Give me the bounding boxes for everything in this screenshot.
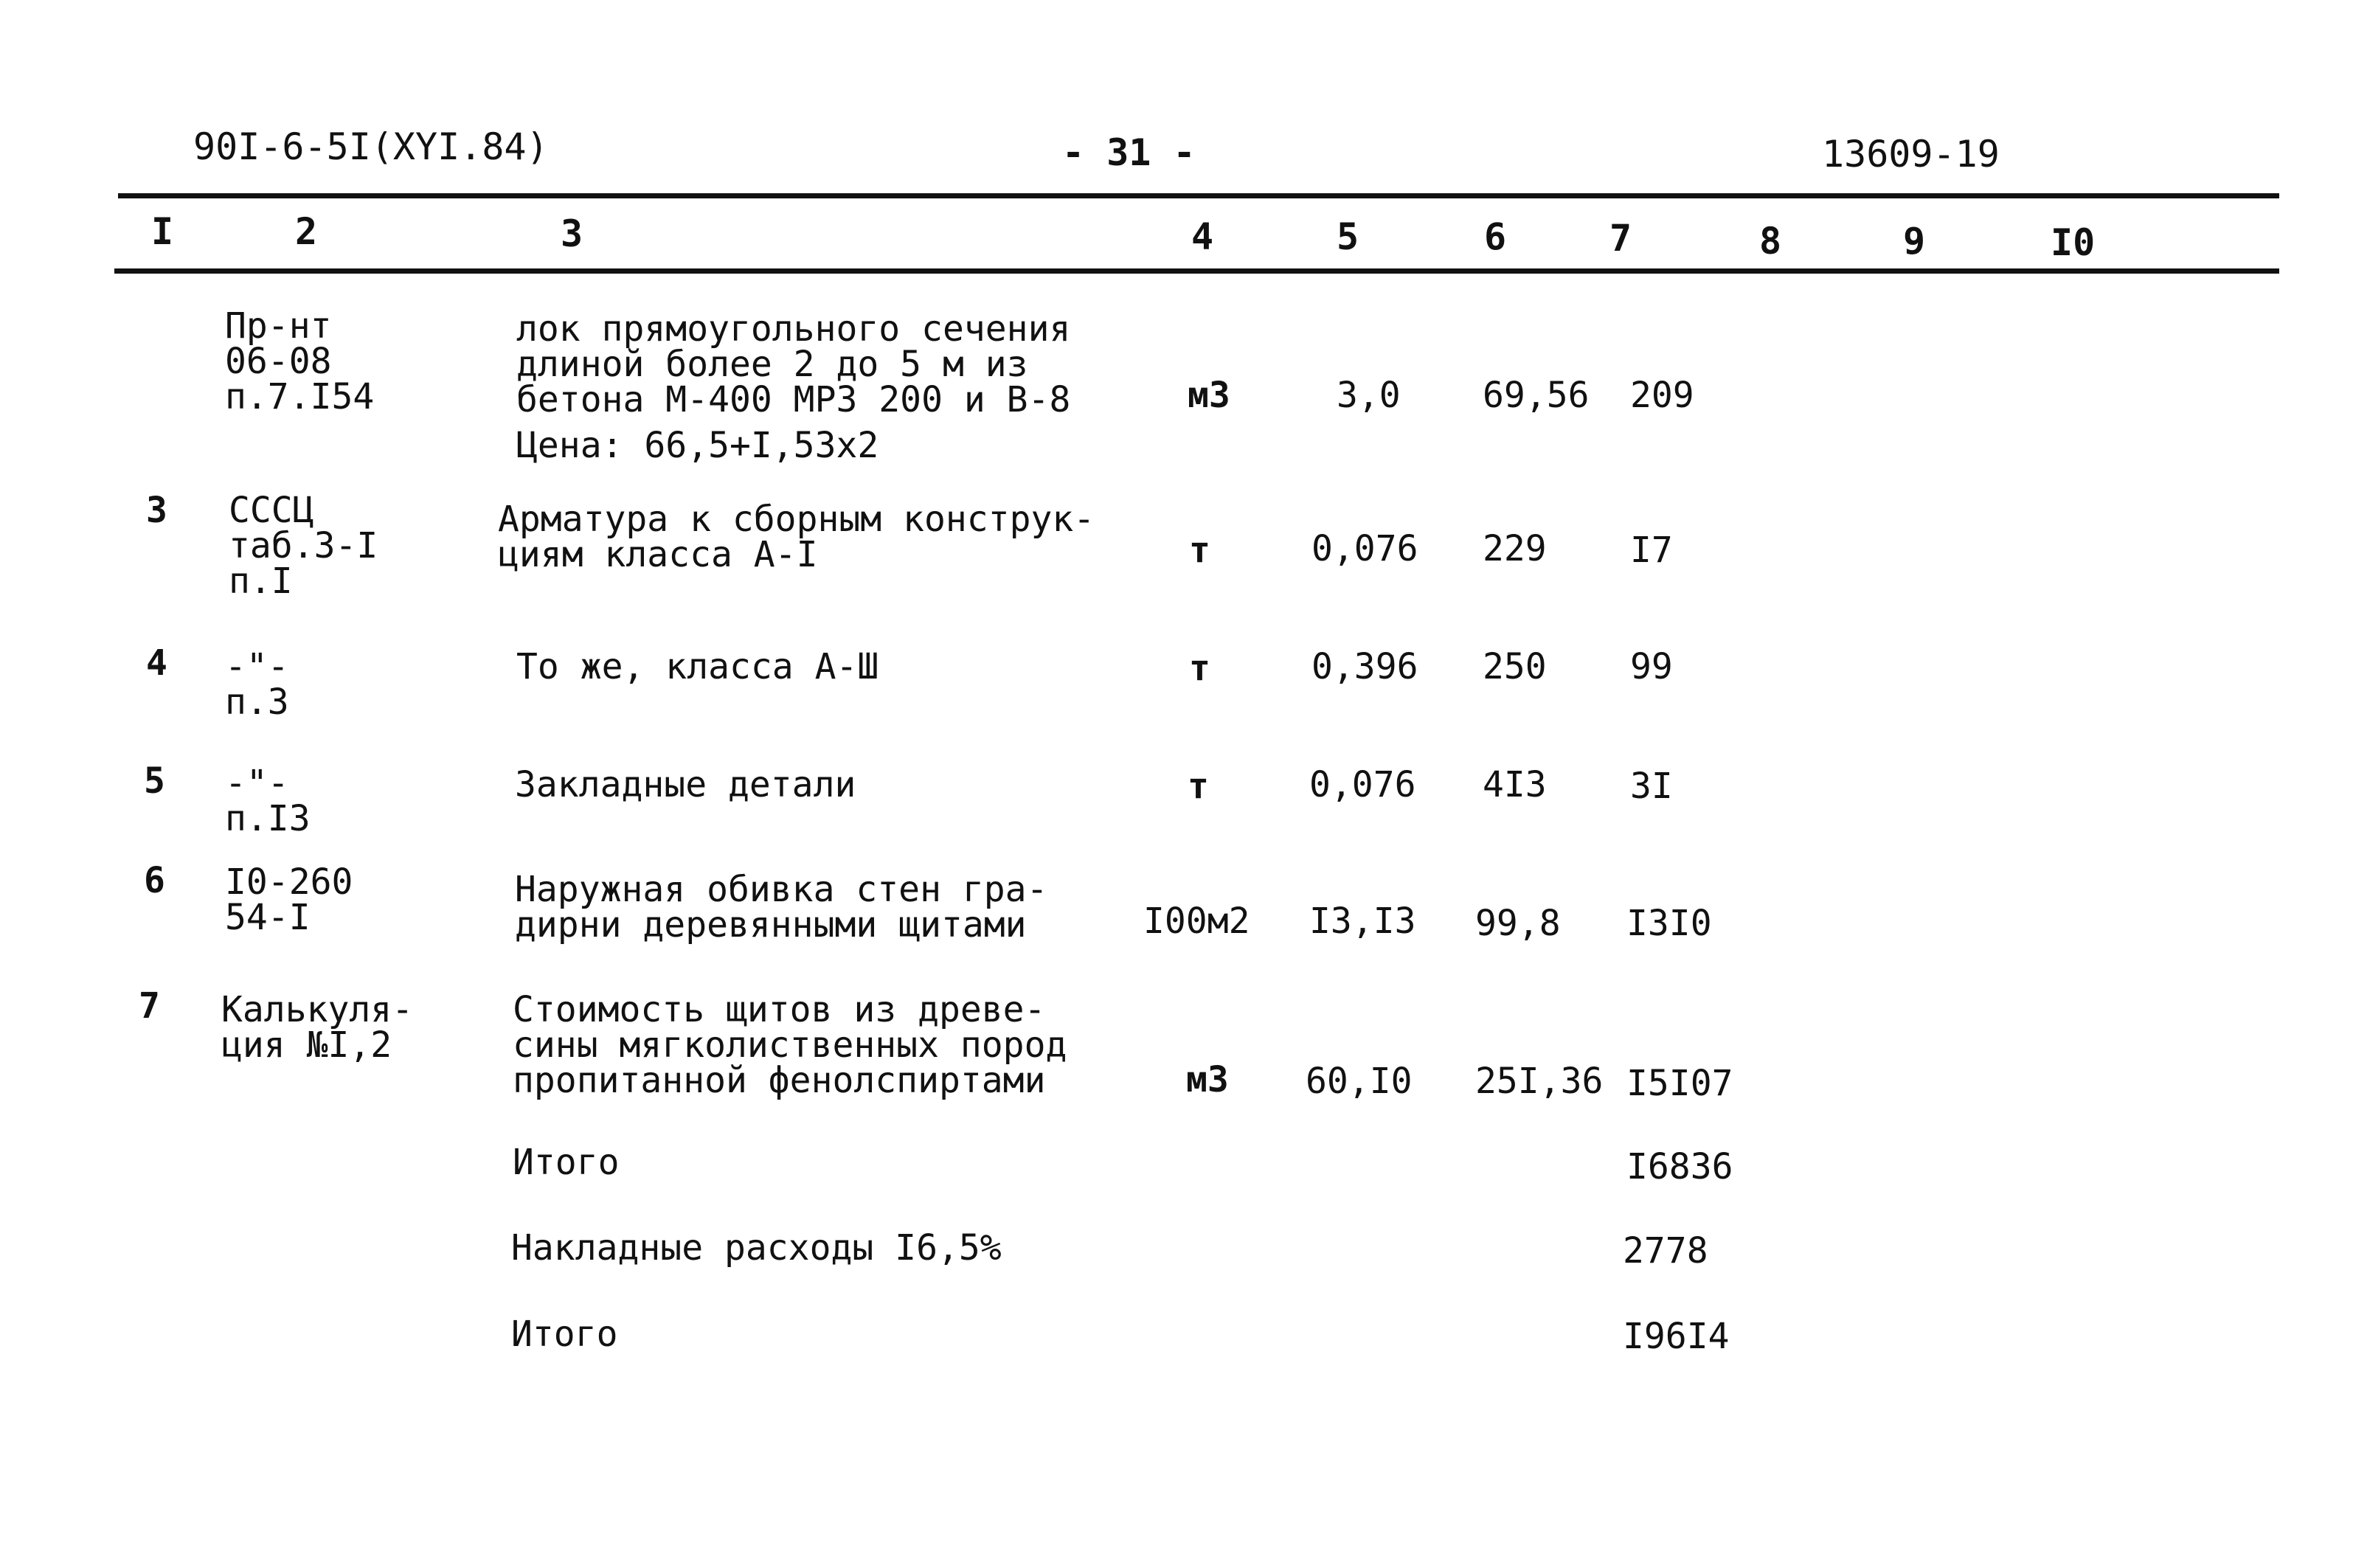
row-unit-price: 229 [1483, 528, 1547, 569]
row-code: Пр-нт 06-08 п.7.I54 [225, 305, 375, 417]
row-unit: т [1189, 530, 1210, 571]
row-unit: т [1189, 648, 1210, 689]
row-total: 3I [1630, 766, 1673, 807]
column-header: 2 [295, 210, 318, 253]
row-quantity: 60,I0 [1306, 1061, 1413, 1102]
row-unit-price: 25I,36 [1475, 1061, 1604, 1102]
row-description: Стоимость щитов из древе- сины мягколиственных пород пропитанной фенолспиртами [513, 989, 1067, 1101]
row-total: 209 [1630, 375, 1694, 416]
page-number: - 31 - [1062, 131, 1196, 174]
row-number: 4 [146, 642, 167, 684]
summary-value: I6836 [1626, 1146, 1733, 1187]
row-quantity: 3,0 [1337, 375, 1401, 416]
row-unit-price: 99,8 [1475, 903, 1561, 944]
row-description: Наружная обивка стен гра- дирни деревянными щитами [515, 869, 1048, 946]
row-code: -"- п.I3 [225, 763, 311, 839]
column-header: 3 [561, 212, 583, 255]
row-price-note: Цена: 66,5+I,53x2 [516, 425, 879, 466]
row-unit: м3 [1188, 375, 1230, 416]
table-top-rule [118, 193, 2279, 198]
row-total: I3I0 [1626, 903, 1712, 944]
row-description: Арматура к сборным конструк- циям класса А-I [498, 499, 1095, 575]
row-total: I5I07 [1626, 1063, 1733, 1104]
row-quantity: 0,076 [1309, 764, 1416, 805]
row-unit-price: 69,56 [1483, 375, 1590, 416]
summary-label: Накладные расходы I6,5% [511, 1227, 1002, 1269]
row-code: -"- п.3 [225, 646, 289, 723]
column-header: 9 [1903, 220, 1926, 263]
row-unit-price: 4I3 [1483, 764, 1547, 805]
row-description: лок прямоугольного сечения длиной более 2 до 5 м из бетона М-400 МРЗ 200 и В-8 [516, 308, 1071, 420]
row-quantity: I3,I3 [1309, 901, 1416, 942]
row-description: Закладные детали [515, 764, 856, 805]
row-total: I7 [1630, 530, 1673, 571]
row-unit-price: 250 [1483, 646, 1547, 687]
summary-label: Итого [511, 1314, 618, 1355]
row-quantity: 0,396 [1311, 646, 1418, 687]
column-header: I0 [2051, 221, 2096, 264]
row-quantity: 0,076 [1311, 528, 1418, 569]
row-number: 5 [144, 760, 165, 802]
row-number: 3 [146, 490, 167, 531]
row-number: 6 [144, 860, 165, 901]
column-header: 6 [1484, 215, 1507, 258]
row-unit: т [1188, 766, 1209, 807]
column-header: 7 [1609, 217, 1632, 260]
column-header: 4 [1191, 215, 1214, 258]
column-header: 8 [1759, 220, 1782, 263]
document-code: 90I-6-5I(XYI.84) [193, 125, 549, 168]
row-code: Калькуля- ция №I,2 [221, 989, 414, 1066]
column-header: 5 [1337, 215, 1359, 258]
summary-label: Итого [513, 1142, 620, 1183]
row-code: I0-260 54-I [225, 861, 353, 938]
row-code: СССЦ таб.3-I п.I [229, 490, 378, 602]
row-description: То же, класса А-Ш [516, 646, 879, 687]
summary-value: 2778 [1623, 1230, 1708, 1272]
table-header-rule [114, 268, 2279, 274]
row-number: 7 [139, 985, 160, 1027]
row-unit: I00м2 [1143, 901, 1250, 942]
row-total: 99 [1630, 646, 1673, 687]
summary-value: I96I4 [1623, 1316, 1730, 1357]
archive-number: 13609-19 [1822, 133, 2000, 176]
column-header: I [151, 210, 174, 253]
row-unit: м3 [1186, 1059, 1229, 1100]
